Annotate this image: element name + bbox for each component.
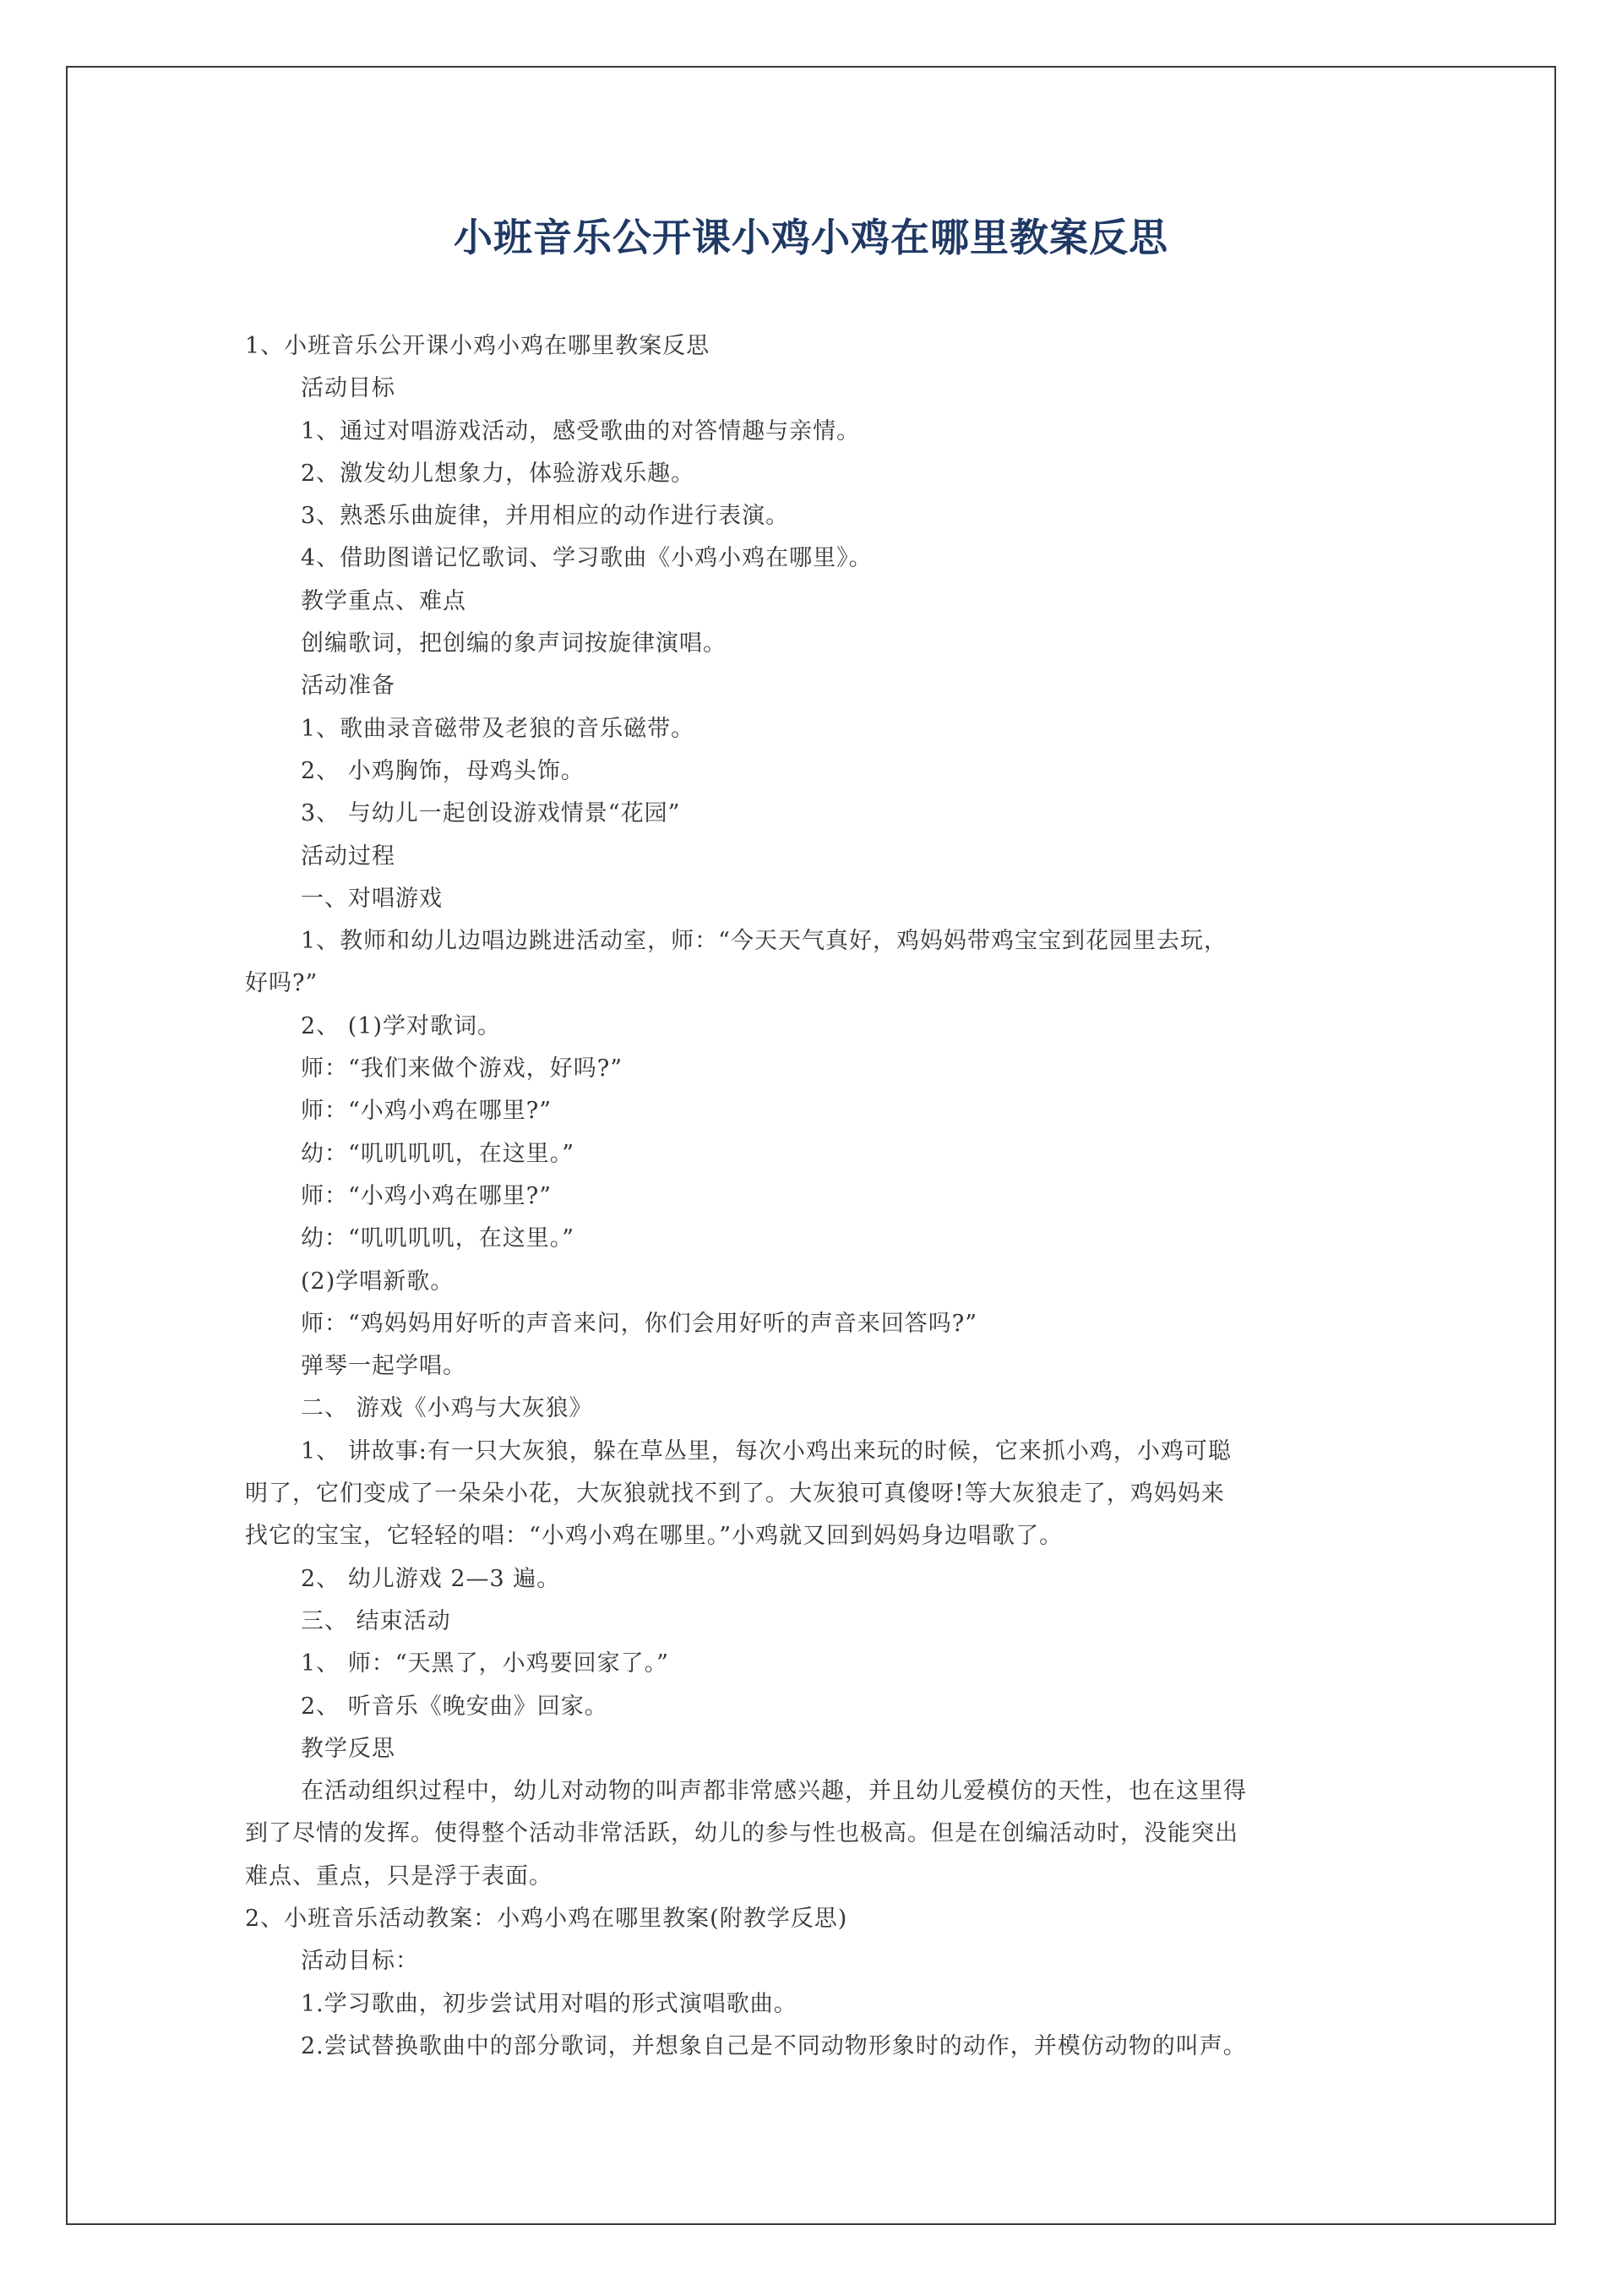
text-line: 幼：“叽叽叽叽，在这里。” — [301, 1225, 575, 1252]
text-line: 师：“小鸡小鸡在哪里?” — [301, 1098, 552, 1125]
text-line: 找它的宝宝，它轻轻的唱：“小鸡小鸡在哪里。”小鸡就又回到妈妈身边唱歌了。 — [245, 1523, 1064, 1550]
text-line: 到了尽情的发挥。使得整个活动非常活跃，幼儿的参与性也极高。但是在创编活动时，没能突出 — [245, 1820, 1238, 1847]
text-line: 1、小班音乐公开课小鸡小鸡在哪里教案反思 — [245, 333, 710, 359]
text-line: 1、教师和幼儿边唱边跳进活动室，师：“今天天气真好，鸡妈妈带鸡宝宝到花园里去玩， — [301, 928, 1227, 955]
text-line: 3、 与幼儿一起创设游戏情景“花园” — [301, 800, 681, 827]
text-line: 明了，它们变成了一朵朵小花，大灰狼就找不到了。大灰狼可真傻呀!等大灰狼走了，鸡妈妈来 — [245, 1481, 1225, 1508]
text-line: 活动目标 — [301, 375, 395, 402]
text-line: 2、 听音乐《晚安曲》回家。 — [301, 1693, 608, 1720]
text-line: 4、借助图谱记忆歌词、学习歌曲《小鸡小鸡在哪里》。 — [301, 545, 873, 572]
text-line: 教学反思 — [301, 1735, 395, 1762]
text-line: 难点、重点，只是浮于表面。 — [245, 1862, 552, 1890]
text-line: 幼：“叽叽叽叽，在这里。” — [301, 1140, 575, 1167]
text-line: 1、通过对唱游戏活动，感受歌曲的对答情趣与亲情。 — [301, 417, 861, 444]
text-line: 2、 幼儿游戏 2—3 遍。 — [301, 1565, 561, 1592]
text-line: 师：“鸡妈妈用好听的声音来问，你们会用好听的声音来回答吗?” — [301, 1310, 978, 1337]
document-body — [245, 325, 1385, 2068]
text-line: 活动过程 — [301, 843, 395, 870]
text-line: 好吗?” — [245, 970, 318, 997]
text-line: 一、对唱游戏 — [301, 885, 443, 912]
text-line: 2、激发幼儿想象力，体验游戏乐趣。 — [301, 460, 695, 487]
text-line: 2.尝试替换歌曲中的部分歌词，并想象自己是不同动物形象时的动作，并模仿动物的叫声。 — [301, 2032, 1247, 2059]
text-line: 1、 师：“天黑了，小鸡要回家了。” — [301, 1650, 669, 1677]
text-line: 活动目标： — [301, 1948, 419, 1975]
text-line: 2、 小鸡胸饰，母鸡头饰。 — [301, 757, 585, 784]
text-line: 1.学习歌曲，初步尝试用对唱的形式演唱歌曲。 — [301, 1990, 797, 2017]
text-line: 在活动组织过程中，幼儿对动物的叫声都非常感兴趣，并且幼儿爱模仿的天性，也在这里得 — [301, 1778, 1247, 1805]
text-line: 师：“小鸡小鸡在哪里?” — [301, 1182, 552, 1209]
text-line: 2、小班音乐活动教案：小鸡小鸡在哪里教案(附教学反思) — [245, 1905, 848, 1932]
text-line: 活动准备 — [301, 673, 395, 700]
text-line: (2)学唱新歌。 — [301, 1268, 454, 1295]
text-line: 二、 游戏《小鸡与大灰狼》 — [301, 1395, 593, 1422]
text-line: 1、歌曲录音磁带及老狼的音乐磁带。 — [301, 715, 695, 742]
text-line: 教学重点、难点 — [301, 587, 466, 614]
document-title: 小班音乐公开课小鸡小鸡在哪里教案反思 — [454, 215, 1168, 260]
text-line: 1、 讲故事:有一只大灰狼，躲在草丛里，每次小鸡出来玩的时候，它来抓小鸡，小鸡可聪 — [301, 1437, 1232, 1464]
text-line: 三、 结束活动 — [301, 1607, 451, 1634]
text-line: 3、熟悉乐曲旋律，并用相应的动作进行表演。 — [301, 503, 790, 530]
text-line: 2、 (1)学对歌词。 — [301, 1012, 502, 1039]
text-line: 创编歌词，把创编的象声词按旋律演唱。 — [301, 630, 727, 657]
text-line: 师：“我们来做个游戏，好吗?” — [301, 1055, 623, 1083]
text-line: 弹琴一起学唱。 — [301, 1353, 466, 1380]
